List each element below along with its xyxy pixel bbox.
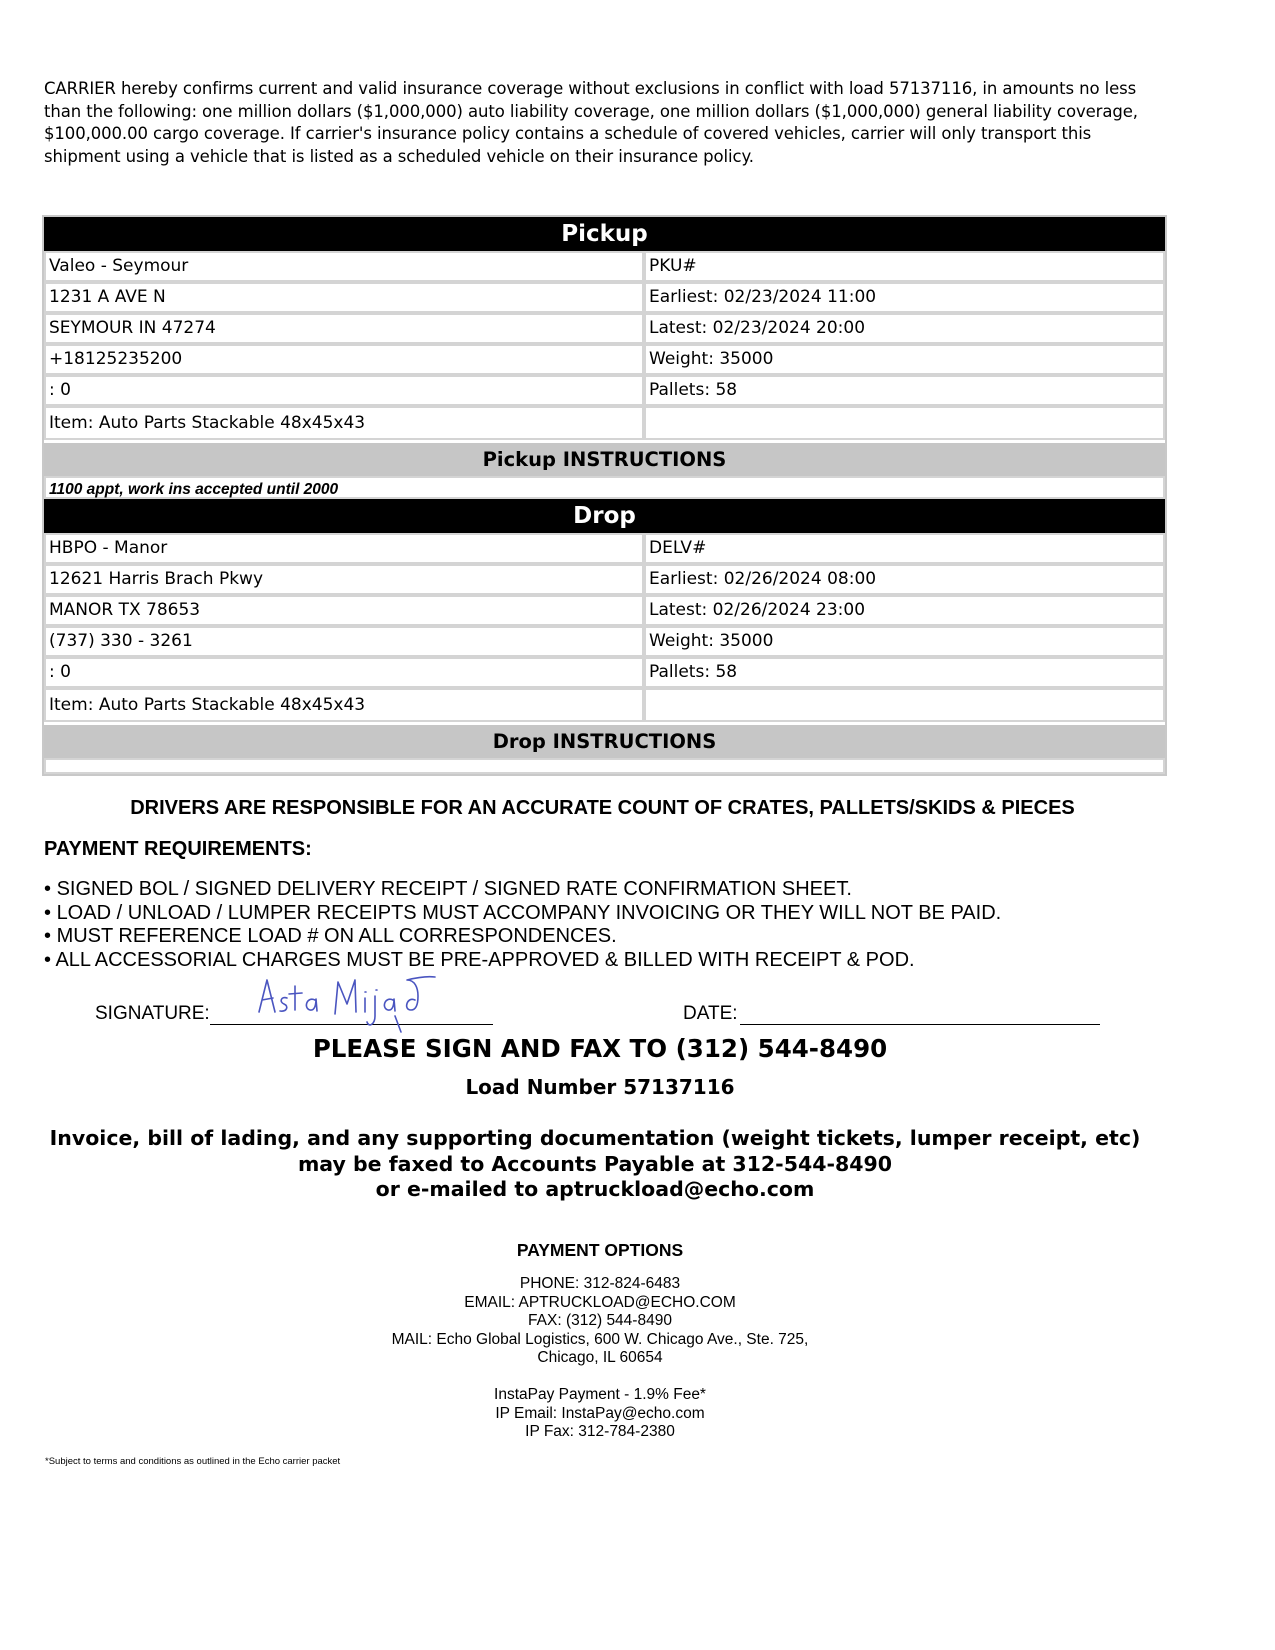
drop-header: Drop	[44, 499, 1165, 533]
drop-row	[44, 657, 1165, 688]
pickup-item: Item: Auto Parts Stackable 48x45x43	[44, 406, 644, 440]
pickup-city: SEYMOUR IN 47274	[44, 313, 644, 344]
pickup-row	[44, 282, 1165, 313]
pickup-row	[44, 251, 1165, 282]
pickup-latest: Latest: 02/23/2024 20:00	[644, 313, 1165, 344]
drop-instructions-text	[44, 758, 1165, 774]
list-item: • MUST REFERENCE LOAD # ON ALL CORRESPONDENCES.	[44, 925, 1001, 949]
payment-requirements-list	[44, 878, 1001, 972]
date-label: DATE:	[683, 1003, 738, 1024]
pickup-facility-name: Valeo - Seymour	[44, 251, 644, 282]
invoice-line: Invoice, bill of lading, and any supporting documentation (weight tickets, lumper receipt, etc)	[49, 1126, 1141, 1150]
drop-item: Item: Auto Parts Stackable 48x45x43	[44, 688, 644, 722]
load-number: Load Number 57137116	[465, 1075, 735, 1099]
payment-option-line: Chicago, IL 60654	[537, 1349, 663, 1366]
signature-label: SIGNATURE:	[95, 1003, 210, 1024]
payment-option-line: InstaPay Payment - 1.9% Fee*	[494, 1386, 706, 1403]
payment-options-title: PAYMENT OPTIONS	[516, 1240, 684, 1260]
insurance-confirmation-text: CARRIER hereby confirms current and valid insurance coverage without exclusions in conflict with load 57137116, in amounts no less than the following: one million dollars ($1,000,000) auto liability coverage, one million dollars ($1,000,000) general liability coverage, $100,000.00 cargo coverage. If carrier's insurance policy contains a schedule of covered vehicles, carrier will only transport this shipment using a vehicle that is listed as a scheduled vehicle on their insurance policy.	[44, 79, 1138, 166]
drop-earliest: Earliest: 02/26/2024 08:00	[644, 564, 1165, 595]
payment-option-line: FAX: (312) 544-8490	[528, 1312, 672, 1329]
delivery-number: DELV#	[644, 533, 1165, 564]
drop-empty-cell	[644, 688, 1165, 722]
drop-contact: : 0	[44, 657, 644, 688]
pickup-weight: Weight: 35000	[644, 344, 1165, 375]
terms-footnote: *Subject to terms and conditions as outlined in the Echo carrier packet	[45, 1456, 341, 1467]
pickup-earliest: Earliest: 02/23/2024 11:00	[644, 282, 1165, 313]
drop-latest: Latest: 02/26/2024 23:00	[644, 595, 1165, 626]
drop-pallets: Pallets: 58	[644, 657, 1165, 688]
payment-requirements-title: PAYMENT REQUIREMENTS:	[44, 838, 312, 860]
drop-row	[44, 688, 1165, 722]
pickup-row	[44, 406, 1165, 440]
list-item: • ALL ACCESSORIAL CHARGES MUST BE PRE-APPROVED & BILLED WITH RECEIPT & POD.	[44, 949, 1001, 973]
drop-weight: Weight: 35000	[644, 626, 1165, 657]
drop-address: 12621 Harris Brach Pkwy	[44, 564, 644, 595]
pickup-number: PKU#	[644, 251, 1165, 282]
list-item: • SIGNED BOL / SIGNED DELIVERY RECEIPT / SIGNED RATE CONFIRMATION SHEET.	[44, 878, 1001, 902]
payment-option-line: EMAIL: APTRUCKLOAD@ECHO.COM	[464, 1293, 736, 1311]
drop-row	[44, 564, 1165, 595]
drop-phone: (737) 330 - 3261	[44, 626, 644, 657]
payment-options-list	[0, 1275, 1200, 1442]
drop-city: MANOR TX 78653	[44, 595, 644, 626]
drivers-notice: DRIVERS ARE RESPONSIBLE FOR AN ACCURATE COUNT OF CRATES, PALLETS/SKIDS & PIECES	[130, 797, 1075, 819]
load-details-table	[42, 215, 1167, 776]
pickup-pallets: Pallets: 58	[644, 375, 1165, 406]
drop-instructions-header: Drop INSTRUCTIONS	[44, 725, 1165, 758]
pickup-contact: : 0	[44, 375, 644, 406]
pickup-row	[44, 344, 1165, 375]
drop-row	[44, 533, 1165, 564]
payment-option-line	[0, 1368, 1200, 1387]
invoice-instructions	[0, 1126, 1190, 1203]
invoice-line: may be faxed to Accounts Payable at 312-544-8490	[297, 1151, 893, 1176]
date-line[interactable]	[740, 1024, 1100, 1025]
drop-row	[44, 626, 1165, 657]
pickup-instructions-text: 1100 appt, work ins accepted until 2000	[44, 476, 1165, 499]
payment-option-line: IP Fax: 312-784-2380	[525, 1423, 675, 1440]
drop-row	[44, 595, 1165, 626]
pickup-instructions-header: Pickup INSTRUCTIONS	[44, 443, 1165, 476]
pickup-empty-cell	[644, 406, 1165, 440]
pickup-phone: +18125235200	[44, 344, 644, 375]
list-item: • LOAD / UNLOAD / LUMPER RECEIPTS MUST ACCOMPANY INVOICING OR THEY WILL NOT BE PAID.	[44, 902, 1001, 926]
invoice-line: or e-mailed to aptruckload@echo.com	[375, 1177, 815, 1201]
pickup-row	[44, 313, 1165, 344]
pickup-address: 1231 A AVE N	[44, 282, 644, 313]
pickup-row	[44, 375, 1165, 406]
payment-option-line: MAIL: Echo Global Logistics, 600 W. Chicago Ave., Ste. 725,	[391, 1330, 809, 1348]
drop-facility-name: HBPO - Manor	[44, 533, 644, 564]
payment-option-line: PHONE: 312-824-6483	[519, 1275, 681, 1292]
pickup-header: Pickup	[44, 217, 1165, 251]
payment-option-line: IP Email: InstaPay@echo.com	[495, 1404, 705, 1422]
fax-instruction: PLEASE SIGN AND FAX TO (312) 544-8490	[312, 1034, 888, 1063]
